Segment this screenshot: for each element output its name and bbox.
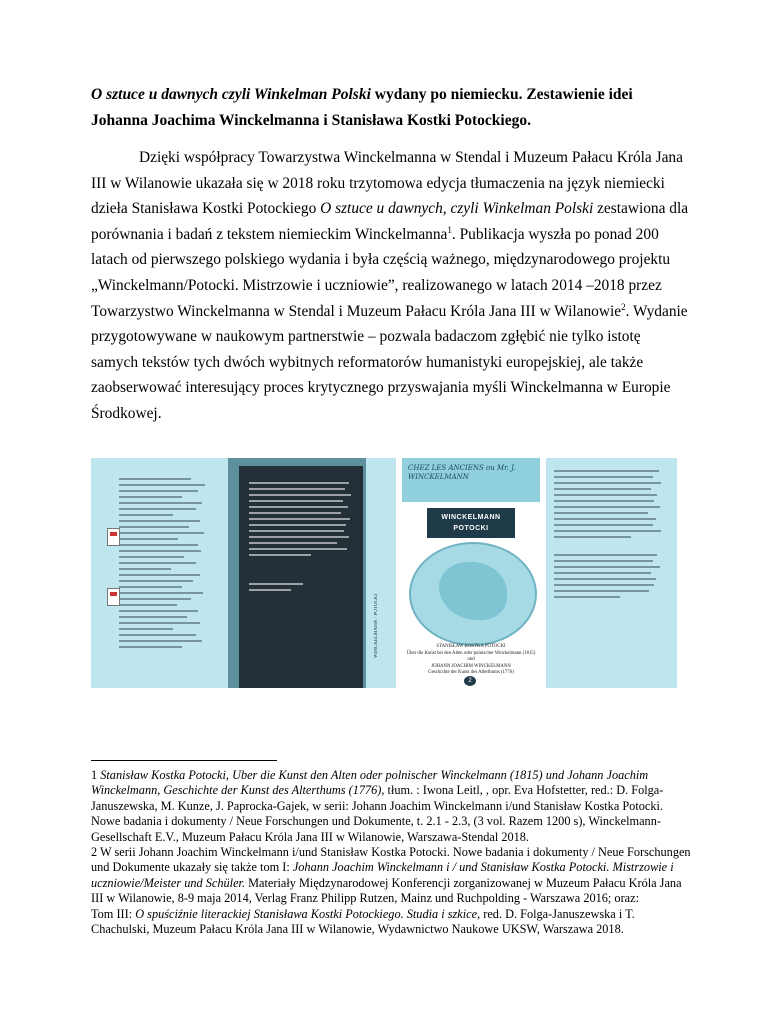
caption-author: STANISŁAW KOSTKA POTOCKI <box>436 644 506 649</box>
footnote-2-text-b: Materiały Międzynarodowej Konferencji zorganizowanej w Muzeum Pałacu Króla Jana III w Wilanowie, 8-9 maja 2014, Verlag Franz Philipp Rutzen, Mainz und Ruchpolding - Warszawa 2016; oraz: <box>91 875 682 906</box>
body-text-1: Dzięki współpracy Towarzystwa Winckelmanna w Stendal i Muzeum Pałacu Króla Jana III w Wilanowie ukazała się w 2018 roku trzytomowa edycja tłumaczenia na język niemiecki dzieła Stanisława Kostki Potockiego <box>91 149 683 218</box>
cover-medallion-illustration <box>409 542 537 646</box>
cover-engraving-banner <box>402 458 540 502</box>
caption-title-2: Geschichte der Kunst des Alterthums (1776) <box>428 670 514 675</box>
footnote-number-2: 2 <box>91 845 98 860</box>
footnote-2-text-a: W serii Johann Joachim Winckelmann i/und Stanisław Kostka Potocki. Nowe badania i dokumenty / Neue Forschungen und Dokumente ukazały się także tom I: <box>91 845 691 875</box>
cover-dark-imprint <box>249 583 309 595</box>
body-text-3: . Publikacja wyszła po ponad 200 latach od pierwszego polskiego wydania i była częścią ważnego, międzynarodowego projektu „Winckelmann/Potocki. Mistrzowie i uczniowie”, realizowanego w latach 2014 –2018 przez Towarzystwo Winckelmanna w Stendal i Muzeum Pałacu Króla Jana III w Wilanowie <box>91 225 671 320</box>
footnote-2-continued <box>91 907 691 938</box>
footnote-ref-1[interactable]: 1 <box>447 224 452 235</box>
footnote-1 <box>91 768 691 845</box>
footnote-3-text-a: Tom III: <box>91 906 136 921</box>
back-cover-text <box>554 470 664 602</box>
cover-dark-text <box>249 482 353 560</box>
footnote-separator <box>91 760 277 761</box>
footnote-number-1: 1 <box>91 768 98 782</box>
footnotes <box>91 768 691 937</box>
title-rest: wydany po niemiecku. Zestawienie idei Johanna Joachima Winckelmanna i Stanisława Kostki Potockiego. <box>91 86 633 129</box>
footnote-1-text: tłum. : Iwona Leitl, , opr. Eva Hofstetter, red.: D. Folga-Januszewska, M. Kunze, J. Paprocka-Gajek, w serii: Johann Joachim Winckelmann i/und Stanisław Kostka Potocki. Nowe badania i dokumenty / Neue Forschungen und Dokumente, t. 2.1 - 2.3, (3 vol. Razem 1200 s), Winckelmann-Gesellschaft E.V., Muzeum Pałacu Króla Jana III w Wilanowie, Warszawa-Stendal 2018. <box>91 783 664 844</box>
caption-and: und <box>467 657 475 662</box>
footnote-3-text-b: , red. D. Folga-Januszewska i T. Chachulski, Muzeum Pałacu Króla Jana III w Wilanowie, Wydawnictwo Naukowe UKSW, Warszawa 2018. <box>91 906 635 937</box>
label-potocki: POTOCKI <box>453 525 489 532</box>
footnote-2 <box>91 845 691 907</box>
book-covers-image <box>91 458 677 688</box>
cover-caption <box>405 644 537 677</box>
paragraph-1 <box>91 145 689 427</box>
cover-title-label <box>427 508 515 538</box>
document-title <box>91 82 691 134</box>
footnote-2-italic: Johann Joachim Winckelmann i / und Stanisław Kostka Potocki. Mistrzowie i uczniowie/Meister und Schüler. <box>91 860 674 890</box>
body-text-2: zestawiona dla porównania i badań z tekstem niemieckim Winckelmanna <box>91 200 689 243</box>
footnote-1-italic: Stanisław Kostka Potocki, Uber die Kunst den Alten oder polnischer Winckelmann (1815) und Johann Joachim Winckelmann, Geschichte der Kunst des Alterthums (1776), <box>91 768 649 798</box>
banner-script-text: CHEZ LES ANCIENS ou Mr. J. WINCKELMANN <box>408 464 516 481</box>
title-italic: O sztuce u dawnych czyli Winkelman Polski <box>91 86 371 103</box>
book-thumbnail-icon <box>107 588 120 606</box>
body-paragraph <box>91 145 689 427</box>
cover-text-block <box>119 478 209 652</box>
label-winckelmann: WINCKELMANN <box>441 514 501 521</box>
book-thumbnail-icon <box>107 528 120 546</box>
body-text-4: . Wydanie przygotowywane w naukowym partnerstwie – pozwala badaczom zgłębić nie tylko istotę samych tekstów tych dwóch wybitnych reformatorów humanistyki europejskiej, ale także zaobserwować interesujący proces krytycznego przyswajania myśli Winckelmanna w Europie Środkowej. <box>91 302 688 422</box>
footnote-ref-2[interactable]: 2 <box>621 301 626 312</box>
caption-author-2: JOHANN JOACHIM WINCKELMANN <box>431 663 511 669</box>
spine-text: WINCKELMANN · POTOCKI <box>374 593 379 658</box>
body-italic-title: O sztuce u dawnych, czyli Winkelman Polski <box>320 200 594 218</box>
footnote-3-italic: O spuściźnie literackiej Stanisława Kostki Potockiego. Studia i szkice <box>135 906 478 921</box>
caption-title: Über die Kunst bei den Alten oder polnischer Winckelmann (1815) <box>406 650 536 656</box>
volume-badge: 2 <box>464 676 476 686</box>
